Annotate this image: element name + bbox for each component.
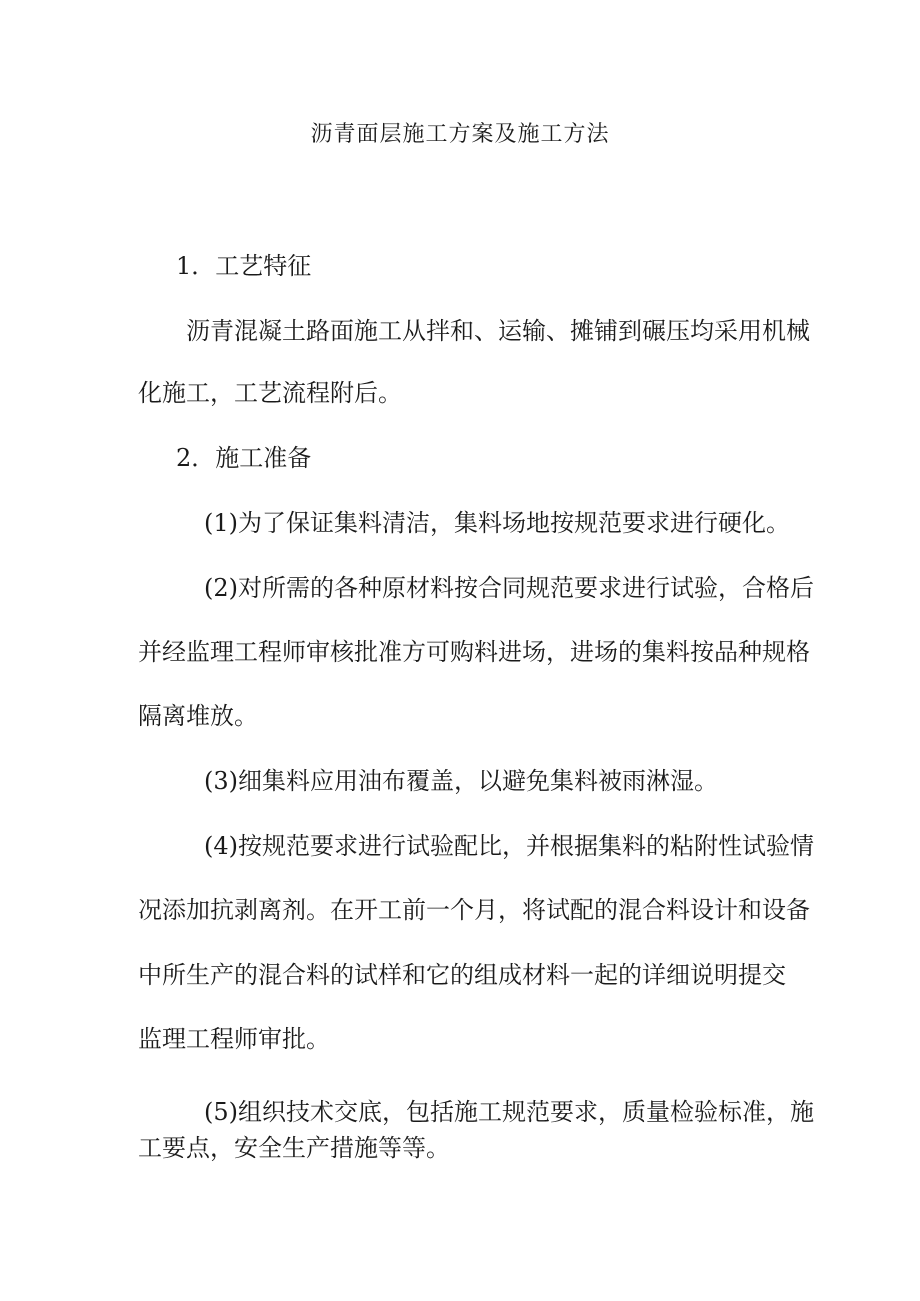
item-2-line-3: 隔离堆放。	[138, 702, 258, 730]
item-5-line-1: (5)组织技术交底，包括施工规范要求，质量检验标准，施	[204, 1098, 814, 1126]
item-4-line-3: 中所生产的混合料的试样和它的组成材料一起的详细说明提交	[138, 961, 786, 989]
item-4-line-1: (4)按规范要求进行试验配比，并根据集料的粘附性试验情	[204, 832, 814, 860]
item-2-line-2: 并经监理工程师审核批准方可购料进场，进场的集料按品种规格	[138, 638, 810, 666]
item-3: (3)细集料应用油布覆盖，以避免集料被雨淋湿。	[204, 767, 718, 795]
item-5-line-2: 工要点，安全生产措施等等。	[138, 1134, 450, 1162]
item-2-line-1: (2)对所需的各种原材料按合同规范要求进行试验，合格后	[204, 574, 814, 602]
section-1-paragraph-line-1: 沥青混凝土路面施工从拌和、运输、摊铺到碾压均采用机械	[186, 317, 810, 345]
item-1: (1)为了保证集料清洁，集料场地按规范要求进行硬化。	[204, 509, 790, 537]
item-4-line-4: 监理工程师审批。	[138, 1025, 330, 1053]
section-1-heading: 1．工艺特征	[176, 252, 312, 280]
section-2-heading: 2．施工准备	[176, 444, 312, 472]
item-4-line-2: 况添加抗剥离剂。在开工前一个月，将试配的混合料设计和设备	[138, 896, 810, 924]
section-1-paragraph-line-2: 化施工，工艺流程附后。	[138, 379, 402, 407]
document-title: 沥青面层施工方案及施工方法	[310, 122, 610, 147]
